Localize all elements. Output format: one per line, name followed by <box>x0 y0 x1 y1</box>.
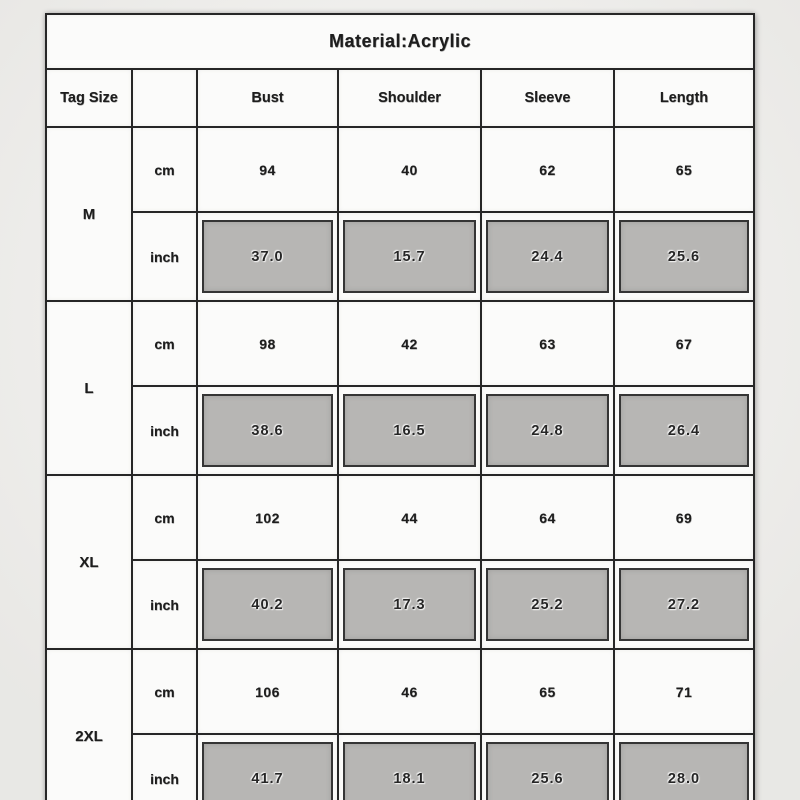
header-unit <box>132 69 197 127</box>
table-row-xl-cm <box>46 475 754 560</box>
shaded-value-box: 25.6 <box>486 742 609 800</box>
shaded-value-box: 25.2 <box>486 568 609 641</box>
unit-label-cm: cm <box>132 127 197 212</box>
cell-m-shoulder-inch <box>338 212 481 301</box>
cell-xl-sleeve-inch <box>481 560 614 649</box>
cell-l-shoulder-inch <box>338 386 481 475</box>
cell-2xl-length-inch <box>614 734 754 800</box>
shaded-value-box: 37.0 <box>202 220 333 293</box>
table-row-2xl-inch <box>46 734 754 800</box>
cell-m-sleeve-inch <box>481 212 614 301</box>
shaded-value-box: 38.6 <box>202 394 333 467</box>
shaded-value-box: 25.6 <box>619 220 749 293</box>
unit-label-cm: cm <box>132 301 197 386</box>
table-row-xl-inch <box>46 560 754 649</box>
cell-m-shoulder-cm: 40 <box>338 127 481 212</box>
material-title: Material:Acrylic <box>46 14 754 69</box>
table-row-2xl-cm <box>46 649 754 734</box>
size-label-xl: XL <box>46 475 132 649</box>
cell-2xl-sleeve-cm: 65 <box>481 649 614 734</box>
cell-2xl-bust-cm: 106 <box>197 649 338 734</box>
shaded-value-box: 16.5 <box>343 394 476 467</box>
shaded-value-box: 28.0 <box>619 742 749 800</box>
cell-m-bust-cm: 94 <box>197 127 338 212</box>
cell-xl-length-cm: 69 <box>614 475 754 560</box>
size-label-l: L <box>46 301 132 475</box>
cell-xl-sleeve-cm: 64 <box>481 475 614 560</box>
size-chart-table <box>45 13 755 800</box>
size-label-2xl: 2XL <box>46 649 132 800</box>
title-row <box>46 14 754 69</box>
header-shoulder: Shoulder <box>338 69 481 127</box>
cell-m-bust-inch <box>197 212 338 301</box>
unit-label-inch: inch <box>132 212 197 301</box>
cell-l-sleeve-cm: 63 <box>481 301 614 386</box>
table-row-m-inch <box>46 212 754 301</box>
shaded-value-box: 41.7 <box>202 742 333 800</box>
header-tag-size: Tag Size <box>46 69 132 127</box>
shaded-value-box: 17.3 <box>343 568 476 641</box>
cell-l-bust-inch <box>197 386 338 475</box>
cell-2xl-shoulder-inch <box>338 734 481 800</box>
unit-label-inch: inch <box>132 386 197 475</box>
header-sleeve: Sleeve <box>481 69 614 127</box>
unit-label-cm: cm <box>132 649 197 734</box>
shaded-value-box: 24.4 <box>486 220 609 293</box>
cell-xl-length-inch <box>614 560 754 649</box>
table-row-m-cm <box>46 127 754 212</box>
cell-xl-bust-inch <box>197 560 338 649</box>
cell-2xl-sleeve-inch <box>481 734 614 800</box>
unit-label-inch: inch <box>132 560 197 649</box>
cell-xl-bust-cm: 102 <box>197 475 338 560</box>
table-row-l-cm <box>46 301 754 386</box>
cell-l-length-cm: 67 <box>614 301 754 386</box>
cell-l-length-inch <box>614 386 754 475</box>
unit-label-cm: cm <box>132 475 197 560</box>
cell-l-shoulder-cm: 42 <box>338 301 481 386</box>
cell-xl-shoulder-inch <box>338 560 481 649</box>
shaded-value-box: 27.2 <box>619 568 749 641</box>
cell-m-length-inch <box>614 212 754 301</box>
shaded-value-box: 24.8 <box>486 394 609 467</box>
header-bust: Bust <box>197 69 338 127</box>
cell-2xl-bust-inch <box>197 734 338 800</box>
cell-2xl-length-cm: 71 <box>614 649 754 734</box>
shaded-value-box: 26.4 <box>619 394 749 467</box>
cell-l-bust-cm: 98 <box>197 301 338 386</box>
header-length: Length <box>614 69 754 127</box>
header-row <box>46 69 754 127</box>
cell-m-sleeve-cm: 62 <box>481 127 614 212</box>
unit-label-inch: inch <box>132 734 197 800</box>
table-row-l-inch <box>46 386 754 475</box>
shaded-value-box: 18.1 <box>343 742 476 800</box>
size-label-m: M <box>46 127 132 301</box>
cell-xl-shoulder-cm: 44 <box>338 475 481 560</box>
shaded-value-box: 40.2 <box>202 568 333 641</box>
cell-2xl-shoulder-cm: 46 <box>338 649 481 734</box>
cell-l-sleeve-inch <box>481 386 614 475</box>
cell-m-length-cm: 65 <box>614 127 754 212</box>
shaded-value-box: 15.7 <box>343 220 476 293</box>
